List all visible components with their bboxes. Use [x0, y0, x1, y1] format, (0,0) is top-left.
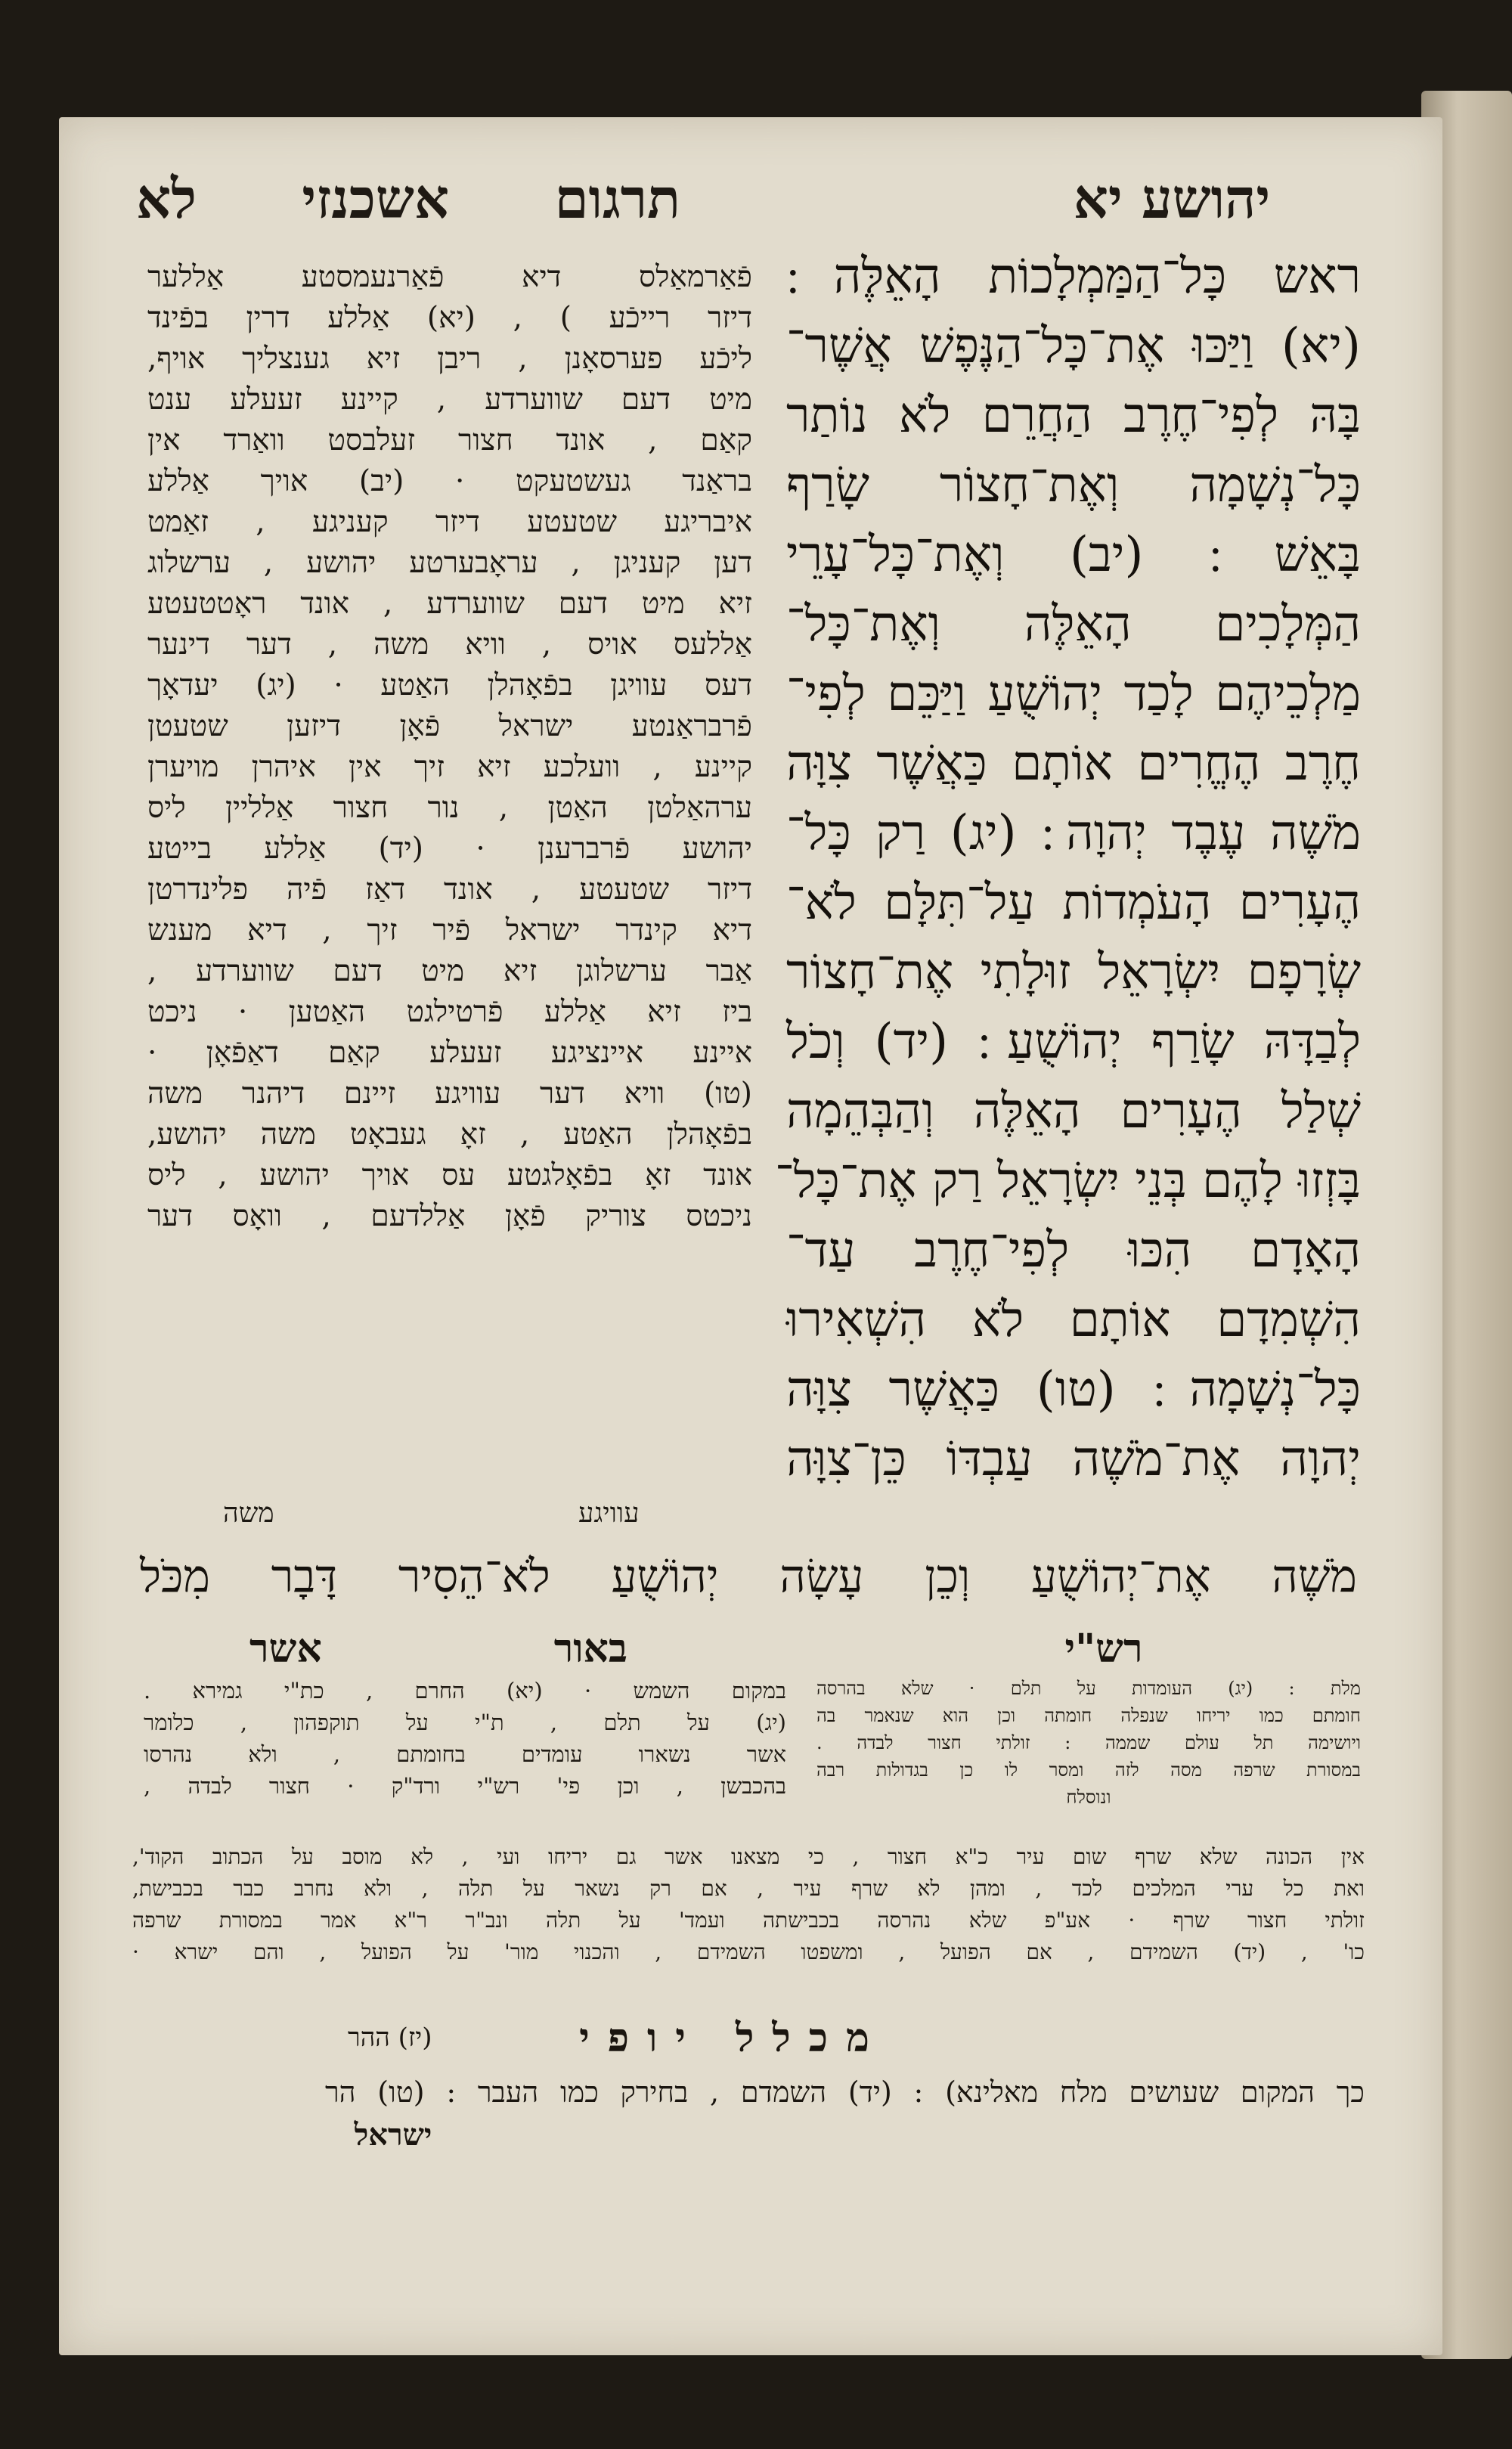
text-line: בָּהּ לְפִי־חֶרֶב הַחֲרֵם לֹא נוֹתַר: [786, 388, 1361, 444]
commentary-line: חומתם כמו יריחו שנפלה חומתה וכן הוא שנאמר בה: [816, 1705, 1361, 1726]
text-line: שְׂרָפָם יִשְׂרָאֵל זוּלָתִי אֶת־חָצוֹר: [786, 944, 1361, 1000]
text-line: לְבַדָּהּ שָׂרַף יְהוֹשֻׁעַ ׃ (יד) וְכֹל: [786, 1014, 1361, 1070]
text-line: הַמְּלָכִים הָאֵלֶּה וְאֶת־כָּל־: [786, 597, 1361, 653]
text-line: הָאָדָם הִכּוּ לְפִי־חֶרֶב עַד־: [786, 1223, 1361, 1279]
text-line: בָּאֵשׁ ׃ (יב) וְאֶת־כָּל־עָרֵי: [786, 527, 1361, 583]
commentary-line: (יג) על תלם , ת"י על תוקפהון , כלומר: [144, 1710, 786, 1735]
translation-line: בראַנד געשטעקט · (יב) אויך אַללע: [147, 464, 752, 498]
translation-line: דיזר שטעטע , אונד דאַז פֿיה פלינדרטן: [147, 873, 752, 907]
text-line: מַלְכֵיהֶם לָכַד יְהוֹשֻׁעַ וַיַּכֵּם לְפִי־: [786, 666, 1361, 722]
text-line: ראש כָּל־הַמַּמְלָכוֹת הָאֵלֶּה ׃: [786, 249, 1361, 305]
commentary-line: ויושימה תל עולם שממה : זולתי חצור לבדה .: [816, 1732, 1361, 1753]
commentary-line: ואת כל ערי המלכים לכד , ומהן לא שרף עיר , אם רק נשאר על תלה , ולא נחרב כבר בכבישת,: [132, 1876, 1365, 1901]
text-line: (יא) וַיַּכּוּ אֶת־כָּל־הַנֶּפֶשׁ אֲשֶׁר־: [786, 318, 1361, 374]
translation-line: ניכטס צוריק פֿאָן אַללדעם , וואָס דער: [147, 1199, 752, 1233]
final-commentary-line: כך המקום שעושים מלח מאלינא) : (יד) השמדם , בחירק כמו העבר : (טו) הר: [325, 2075, 1365, 2109]
text-line: חֶרֶב הֶחֱרִים אוֹתָם כַּאֲשֶׁר צִוָּה: [786, 736, 1361, 792]
wide-commentary: [132, 1841, 1365, 1968]
translation-line: קיינע , וועלכע זיא זיך אין איהרן מויערן: [147, 750, 752, 784]
commentary-line: ונוסלח: [1066, 1787, 1111, 1808]
translation-line: דיא קינדר ישראל פֿיר זיך , דיא מענש: [147, 913, 752, 947]
commentary-line: במקום השמש · (יא) החרם , כת"י גמירא .: [144, 1678, 786, 1703]
main-text-continuation: מֹשֶׁה אֶת־יְהוֹשֻׁעַ וְכֵן עָשָׂה יְהוֹשֻׁעַ לֹא־הֵסִיר דָּבָר מִכֹּל: [140, 1550, 1357, 1603]
translation-line: דען קעניגן , עראָבערטע יהושע , ערשלוג: [147, 546, 752, 580]
translation-line: (טו) וויא דער עוויגע זיינם דיהנר משה: [147, 1077, 752, 1111]
translation-line: איבריגע שטעטע דיזר קעניגע , זאַמט: [147, 505, 752, 539]
translation-line: פֿרבראַנטע ישראל פֿאָן דיזען שטעטן: [147, 709, 752, 743]
translation-line: פֿאַרמאַלס דיא פֿאַרנעמסטע אַללער: [147, 260, 752, 294]
running-header-book-chapter: יהושע יא: [1073, 166, 1271, 231]
translation-line: דעס עוויגן בפֿאָהלן האַטע · (יג) יעדאָך: [147, 668, 752, 702]
section-subheading: (יז) ההר: [348, 2023, 432, 2053]
commentary-line: אין הכונה שלא שרף שום עיר כ"א חצור , כי מצאנו אשר גם יריחו ועי , לא מוסב על הכתוב הקוד',: [132, 1844, 1365, 1869]
translation-line: איינע איינציגע זעעלע קאַם דאַפֿאָן ·: [147, 1036, 752, 1070]
text-line: בָּזְזוּ לָהֶם בְּנֵי יִשְׂרָאֵל רַק אֶת־כָּל־: [775, 1153, 1361, 1209]
translation-line: ליכֿע פערסאָנן , ריבן זיא גענצליך אויף,: [147, 342, 752, 376]
biur-commentary: [144, 1675, 786, 1802]
translation-line: יהושע פֿרברענן · (יד) אַללע בייטע: [147, 832, 752, 866]
text-line: כָּל־נְשָׁמָה ׃ (טו) כַּאֲשֶׁר צִוָּה: [786, 1362, 1361, 1418]
translation-line: אונד זאָ בפֿאָלגטע עס אויך יהושע , ליס: [147, 1158, 752, 1192]
translation-line: קאַם , אונד חצור זעלבסט וואַרד אין: [147, 423, 752, 457]
translation-line: דיזר רייכֿע ) , (יא) אַללע דרין בפֿינד: [147, 301, 752, 335]
translation-line: מיט דעם שווערדע , קיינע זעעלע ענט: [147, 383, 752, 417]
commentary-line: בהכבשן , וכן פי' רש"י ורד"ק · חצור לבדה ,: [144, 1773, 786, 1799]
translation-line: ערהאַלטן האַטן , נור חצור אַלליין ליס: [147, 791, 752, 825]
translation-line: ביז זיא אַללע פֿרטילגט האַטען · ניכט: [147, 995, 752, 1029]
commentary-line: במסורת שרפה מסה לזה ומסר לו כן בגדולות רבה: [816, 1759, 1361, 1781]
commentary-line: כו' , (יד) השמידם , אם הפועל , ומשפטו השמידם , והכנוי מור' על הפועל , והם ישרא ·: [132, 1939, 1365, 1964]
catchword-right: משה: [223, 1498, 274, 1529]
commentary-line: מלת : (יג) העומדות על תלם · שלא בהרסה: [816, 1678, 1361, 1699]
commentary-line: אשר נשארו עומדים בחומתם , ולא נהרסו: [144, 1741, 786, 1767]
translation-line: בפֿאָהלן האַטע , זאָ געבאָט משה יהושע,: [147, 1118, 752, 1152]
running-header-translation: תרגום אשכנזי לא: [136, 166, 680, 231]
rashi-heading: רש"י: [1064, 1626, 1143, 1672]
text-line: כָּל־נְשָׁמָה וְאֶת־חָצוֹר שָׂרַף: [786, 457, 1361, 513]
translation-line: אַבר ערשלוגן זיא מיט דעם שווערדע ,: [147, 954, 752, 988]
section-heading: מכלל יופי: [579, 2015, 888, 2061]
text-line: שְׁלַל הֶעָרִים הָאֵלֶּה וְהַבְּהֵמָה: [786, 1083, 1361, 1139]
translation-line: זיא מיט דעם שווערדע , אונד ראָטטעטע: [147, 587, 752, 621]
biur-heading: באור אשר: [249, 1626, 627, 1672]
yiddish-translation: [147, 257, 752, 1237]
text-line: יְהוָה אֶת־מֹשֶׁה עַבְדּוֹ כֵּן־צִוָּה: [786, 1431, 1361, 1487]
text-line: הֶעָרִים הָעֹמְדוֹת עַל־תִּלָּם לֹא־: [786, 875, 1361, 931]
text-line: הִשְׁמִדָם אוֹתָם לֹא הִשְׁאִירוּ: [786, 1292, 1361, 1348]
commentary-line: זולתי חצור שרף · אע"פ שלא נהרסה בכבישתה ועמד' על תלה ונב"ר ר"א אמר במסורת שרפה: [132, 1908, 1365, 1933]
hebrew-main-text: [775, 242, 1361, 1494]
final-word: ישראל: [354, 2117, 432, 2153]
text-line: מֹשֶׁה עֶבֶד יְהוָה ׃ (יג) רַק כָּל־: [786, 805, 1361, 861]
catchword-left: עוויגע: [578, 1498, 640, 1529]
translation-line: אַללעס אויס , וויא משה , דער דינער: [147, 628, 752, 662]
rashi-commentary: [816, 1675, 1361, 1811]
